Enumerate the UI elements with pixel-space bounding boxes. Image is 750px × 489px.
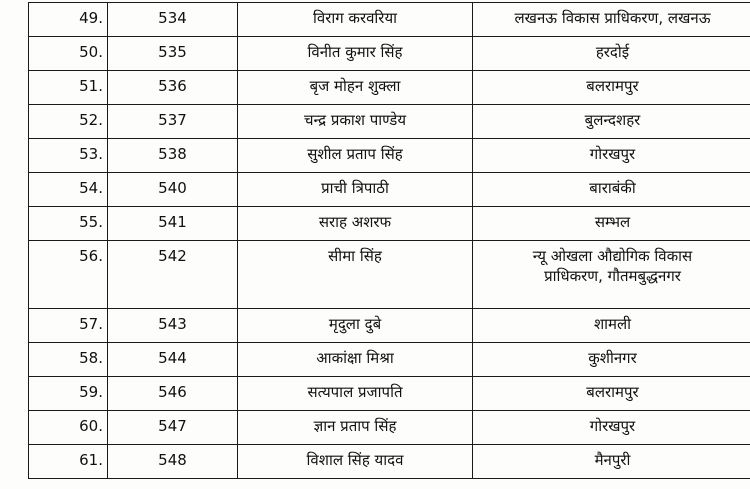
posting-place-line: लखनऊ विकास प्राधिकरण, लखनऊ (514, 9, 711, 27)
officer-name-cell: सीमा सिंह (238, 241, 473, 309)
officer-name-cell: चन्द्र प्रकाश पाण्डेय (238, 105, 473, 139)
table-row (29, 377, 750, 411)
posting-place-cell (473, 207, 750, 241)
posting-place-line: बुलन्दशहर (584, 111, 641, 129)
serial-number-cell: 58. (29, 343, 108, 377)
posting-place-line: प्राधिकरण, गौतमबुद्धनगर (544, 267, 681, 285)
posting-place-cell (473, 241, 750, 309)
posting-place-line: न्यू ओखला औद्योगिक विकास (532, 247, 693, 265)
roll-number-cell: 544 (108, 343, 238, 377)
posting-place-cell (473, 71, 750, 105)
table-row (29, 173, 750, 207)
posting-place-line: कुशीनगर (588, 349, 637, 367)
officer-name-cell: प्राची त्रिपाठी (238, 173, 473, 207)
posting-place-cell (473, 139, 750, 173)
table-body (29, 3, 750, 479)
posting-place-line: हरदोई (595, 43, 630, 61)
roll-number-cell: 543 (108, 309, 238, 343)
posting-table (28, 2, 750, 479)
roll-number-cell: 547 (108, 411, 238, 445)
officer-name-cell: सत्यपाल प्रजापति (238, 377, 473, 411)
table-row (29, 411, 750, 445)
posting-place-cell (473, 377, 750, 411)
roll-number-cell: 548 (108, 445, 238, 479)
officer-name-cell: विशाल सिंह यादव (238, 445, 473, 479)
table-row (29, 207, 750, 241)
posting-place-cell (473, 309, 750, 343)
roll-number-cell: 536 (108, 71, 238, 105)
table-row (29, 343, 750, 377)
serial-number-cell: 60. (29, 411, 108, 445)
posting-place-cell (473, 445, 750, 479)
officer-name-cell: सुशील प्रताप सिंह (238, 139, 473, 173)
serial-number-cell: 61. (29, 445, 108, 479)
serial-number-cell: 52. (29, 105, 108, 139)
roll-number-cell: 538 (108, 139, 238, 173)
posting-place-cell (473, 37, 750, 71)
posting-place-line: गोरखपुर (589, 417, 636, 435)
posting-place-line: बाराबंकी (589, 179, 636, 197)
posting-place-cell (473, 343, 750, 377)
posting-place-line: मैनपुरी (594, 451, 631, 469)
serial-number-cell: 54. (29, 173, 108, 207)
roll-number-cell: 541 (108, 207, 238, 241)
posting-place-line: गोरखपुर (589, 145, 636, 163)
roll-number-cell: 546 (108, 377, 238, 411)
table-row (29, 37, 750, 71)
table-row (29, 139, 750, 173)
serial-number-cell: 55. (29, 207, 108, 241)
posting-place-cell (473, 105, 750, 139)
officer-name-cell: बृज मोहन शुक्ला (238, 71, 473, 105)
table-row (29, 3, 750, 37)
officer-name-cell: मृदुला दुबे (238, 309, 473, 343)
posting-place-line: शामली (593, 315, 632, 333)
roll-number-cell: 534 (108, 3, 238, 37)
serial-number-cell: 51. (29, 71, 108, 105)
roll-number-cell: 535 (108, 37, 238, 71)
posting-place-cell (473, 173, 750, 207)
roll-number-cell: 542 (108, 241, 238, 309)
serial-number-cell: 49. (29, 3, 108, 37)
roll-number-cell: 537 (108, 105, 238, 139)
officer-name-cell: ज्ञान प्रताप सिंह (238, 411, 473, 445)
table-row (29, 71, 750, 105)
officer-name-cell: आकांक्षा मिश्रा (238, 343, 473, 377)
officer-name-cell: विराग करवरिया (238, 3, 473, 37)
posting-place-cell (473, 411, 750, 445)
table-row (29, 445, 750, 479)
roll-number-cell: 540 (108, 173, 238, 207)
serial-number-cell: 53. (29, 139, 108, 173)
officer-name-cell: सराह अशरफ (238, 207, 473, 241)
table-row (29, 105, 750, 139)
serial-number-cell: 50. (29, 37, 108, 71)
posting-place-line: बलरामपुर (586, 383, 639, 401)
table-row (29, 241, 750, 309)
posting-place-cell (473, 3, 750, 37)
serial-number-cell: 56. (29, 241, 108, 309)
posting-place-line: बलरामपुर (586, 77, 639, 95)
serial-number-cell: 57. (29, 309, 108, 343)
posting-place-line: सम्भल (594, 213, 631, 231)
serial-number-cell: 59. (29, 377, 108, 411)
officer-name-cell: विनीत कुमार सिंह (238, 37, 473, 71)
table-row (29, 309, 750, 343)
